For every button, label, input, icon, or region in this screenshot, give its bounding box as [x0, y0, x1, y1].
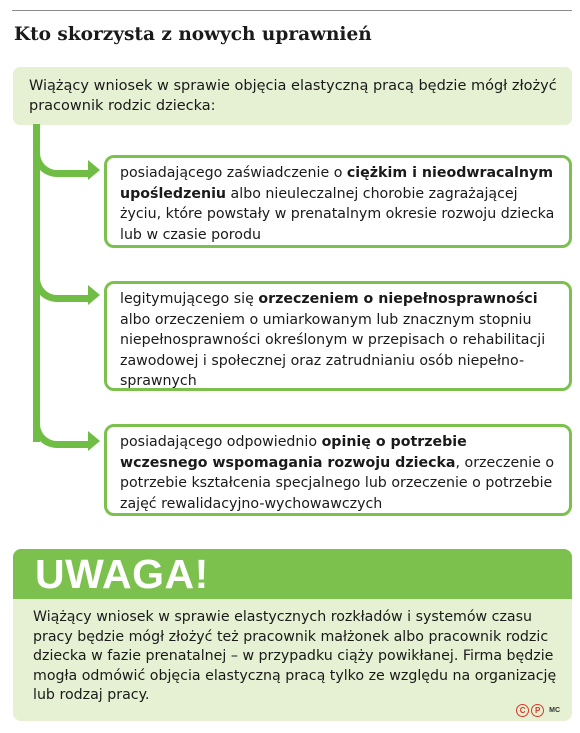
- notice-heading: UWAGA!: [35, 551, 209, 597]
- option-text-bold: ciężkim i nieodwracalnym upośledzeniu: [120, 165, 554, 202]
- connector-branch-3: [33, 410, 88, 448]
- infographic-title: Kto skorzysta z nowych uprawnień: [14, 24, 372, 45]
- arrow-right-icon: [88, 431, 100, 451]
- author-initials: MC: [549, 707, 560, 714]
- arrow-right-icon: [88, 160, 100, 180]
- option-text-before: posiadającego zaświadczenie o: [120, 165, 347, 181]
- notice-body: [13, 599, 572, 721]
- option-text-before: legitymującego się: [120, 291, 259, 307]
- connector-branch-2: [33, 264, 88, 302]
- notice-header: [13, 549, 572, 599]
- option-box-1: [104, 155, 572, 248]
- option-text-after: , orzeczenie o potrzebie kształcenia specjalnego lub orzeczenie o potrzebie zajęć rewalidacyjno-wychowawczych: [120, 454, 555, 512]
- option-text-bold: orzeczeniem o niepełnosprawności: [258, 291, 538, 307]
- intro-text: Wiążący wniosek w sprawie objęcia elastyczną pracą będzie mógł złożyć pracownik rodzic dziecka:: [29, 78, 557, 114]
- option-text-before: posiadającego odpowiednio: [120, 434, 322, 450]
- arrow-right-icon: [88, 285, 100, 305]
- option-box-2: [104, 281, 572, 391]
- credits: [516, 704, 560, 717]
- intro-box: [13, 67, 572, 125]
- option-text-bold: opinię o potrzebie wczesnego wspomagania rozwoju dziecka: [120, 434, 467, 471]
- top-divider: [12, 10, 572, 11]
- copyright-icon: C: [516, 704, 529, 717]
- connector-branch-1: [33, 139, 88, 177]
- p-mark-icon: P: [531, 704, 544, 717]
- option-text-after: albo nieuleczalnej chorobie zagrażającej życiu, które powstały w prenatalnym okresie rozwoju dziecka lub w czasie porodu: [120, 185, 555, 243]
- notice-text: Wiążący wniosek w sprawie elastycznych rozkładów i systemów czasu pracy będzie mógł złożyć też pracownik małżonek albo pracownik rodzic dziecka w fazie prenatalnej – w przypadku ciąży powikłanej. Firma będzie mogła odmówić objęcia elastyczną pracą tylko ze względu na organizację lub rodzaj pracy.: [33, 609, 557, 703]
- option-box-3: [104, 424, 572, 516]
- option-text-after: albo orzeczeniem o umiarkowanym lub znacznym stopniu niepełnosprawności określonym w przepisach o rehabilitacji zawodowej i społecznej oraz zatrudnianiu osób niepełno-sprawnych: [120, 311, 546, 389]
